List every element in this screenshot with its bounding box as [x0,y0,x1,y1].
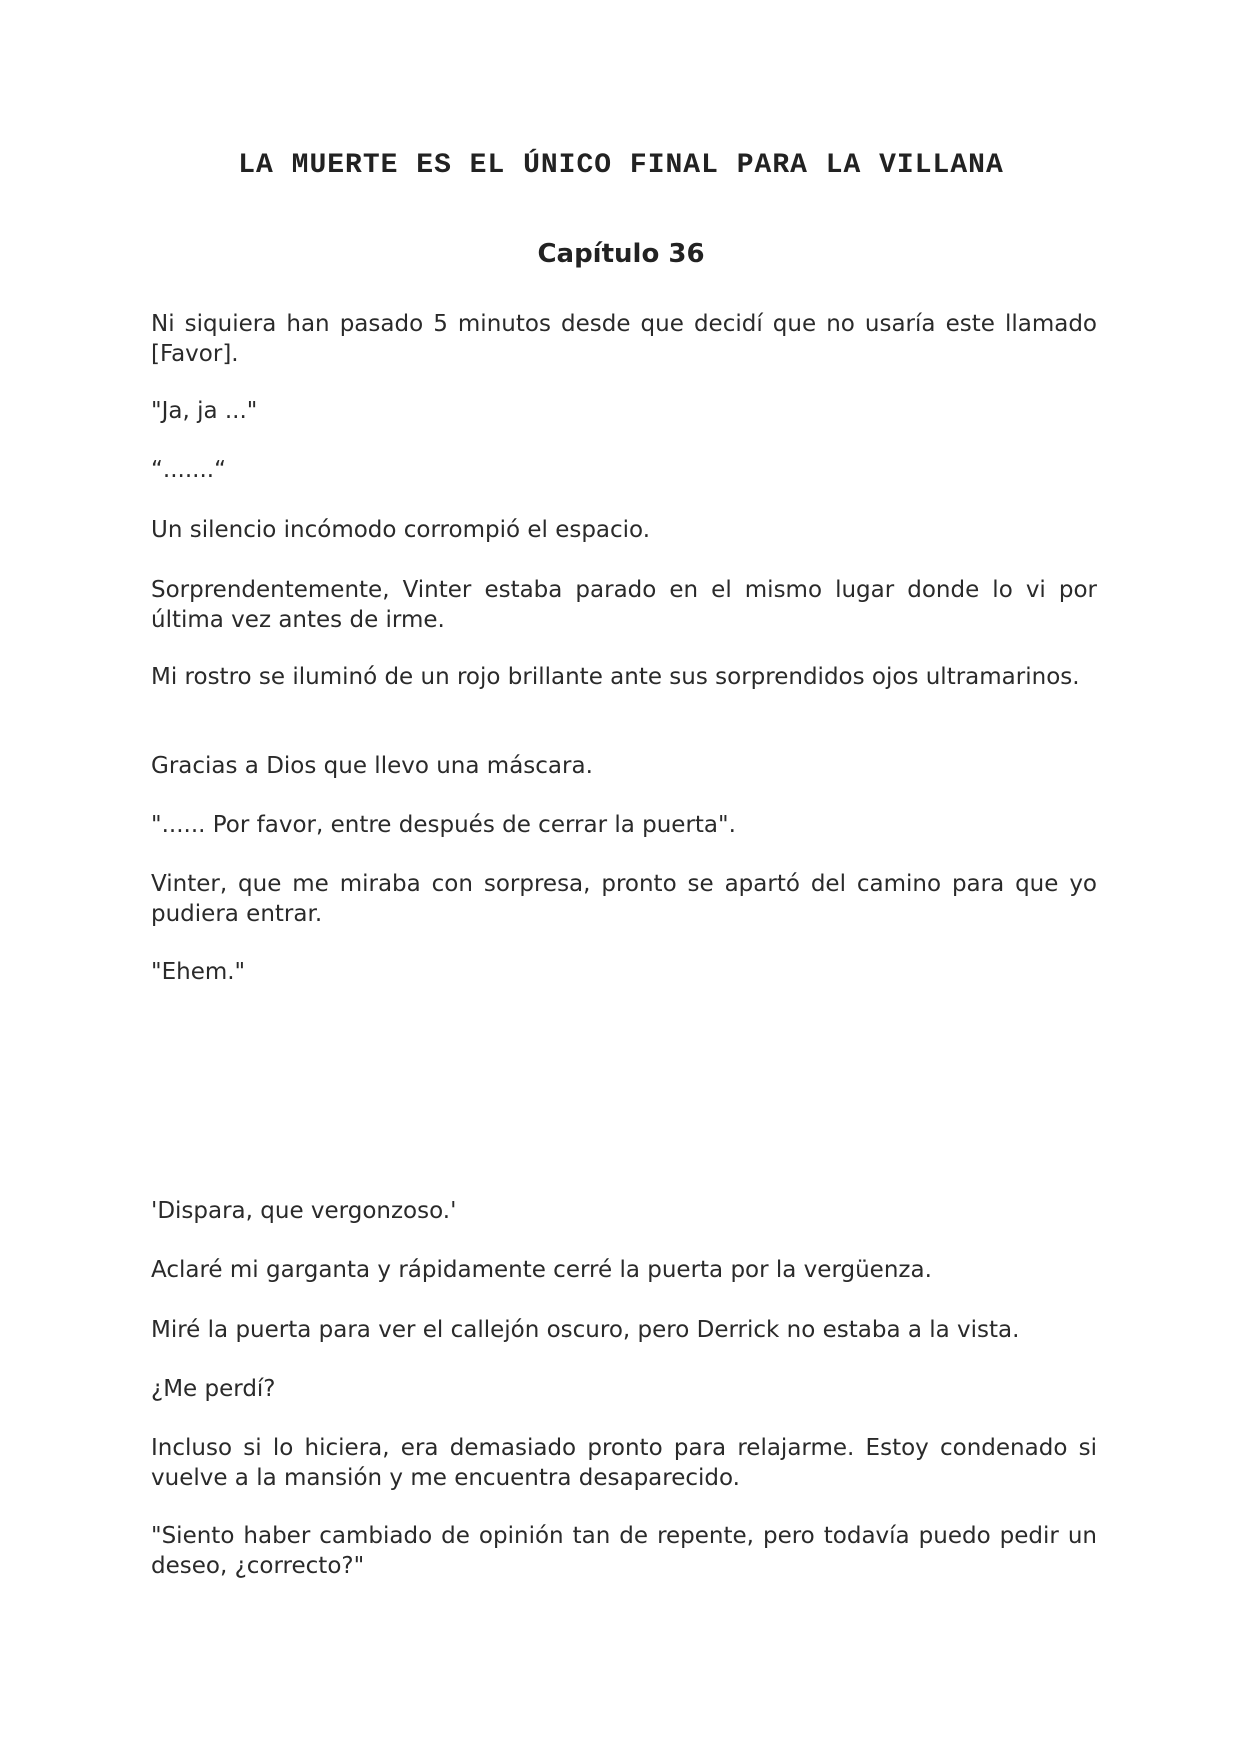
paragraph: Un silencio incómodo corrompió el espacio. [151,517,651,543]
paragraph: "Siento haber cambiado de opinión tan de repente, pero todavía puedo pedir un deseo, ¿correcto?" [151,1523,1097,1579]
paragraph: Ni siquiera han pasado 5 minutos desde que decidí que no usaría este llamado [Favor]. [151,311,1097,367]
paragraph: "Ja, ja ..." [151,398,258,424]
paragraph: ¿Me perdí? [151,1376,276,1402]
paragraph: Incluso si lo hiciera, era demasiado pronto para relajarme. Estoy condenado si vuelve a la mansión y me encuentra desaparecido. [151,1435,1097,1491]
paragraph: “.......“ [151,457,227,483]
paragraph: Sorprendentemente, Vinter estaba parado en el mismo lugar donde lo vi por última vez antes de irme. [151,577,1097,633]
paragraph: Mi rostro se iluminó de un rojo brillante ante sus sorprendidos ojos ultramarinos. [151,664,1080,690]
paragraph: "...... Por favor, entre después de cerrar la puerta". [151,812,736,838]
paragraph: Miré la puerta para ver el callejón oscuro, pero Derrick no estaba a la vista. [151,1317,1020,1343]
paragraph: Aclaré mi garganta y rápidamente cerré la puerta por la vergüenza. [151,1257,932,1283]
paragraph: "Ehem." [151,959,246,985]
paragraph: Gracias a Dios que llevo una máscara. [151,753,593,779]
paragraph: Vinter, que me miraba con sorpresa, pronto se apartó del camino para que yo pudiera entrar. [151,871,1097,927]
book-title: LA MUERTE ES EL ÚNICO FINAL PARA LA VILLANA [238,150,1004,181]
chapter-title: Capítulo 36 [537,239,705,269]
paragraph: 'Dispara, que vergonzoso.' [151,1198,457,1224]
